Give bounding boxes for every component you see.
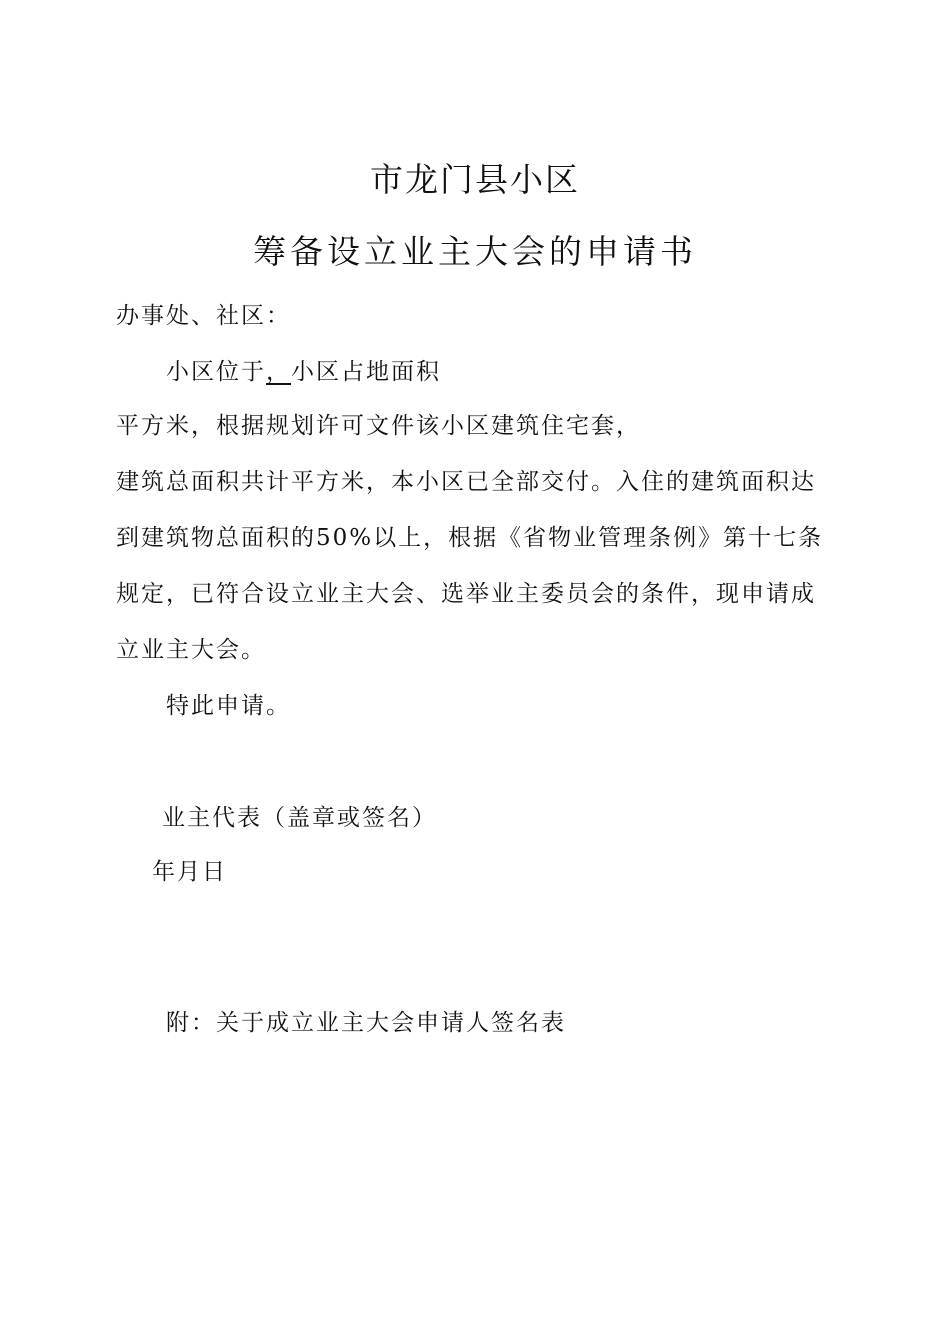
body-line-2: 平方米，根据规划许可文件该小区建筑住宅套， [116, 413, 641, 439]
body-line-1-after: 小区占地面积 [291, 359, 441, 385]
body-line-4: 到建筑物总面积的50%以上，根据《省物业管理条例》第十七条 [116, 525, 824, 551]
closing-statement: 特此申请。 [166, 693, 291, 719]
signer-label: 业主代表（盖章或签名） [162, 805, 437, 831]
attachment-note: 附：关于成立业主大会申请人签名表 [166, 1010, 566, 1036]
body-line-1 [166, 356, 441, 388]
body-line-6: 立业主大会。 [116, 637, 266, 663]
date-label: 年月日 [152, 859, 227, 885]
addressee: 办事处、社区： [116, 303, 291, 329]
body-line-3: 建筑总面积共计平方米，本小区已全部交付。入住的建筑面积达 [116, 469, 816, 495]
body-line-5: 规定，已符合设立业主大会、选举业主委员会的条件，现申请成 [116, 581, 816, 607]
document-title-line2: 筹备设立业主大会的申请书 [253, 232, 697, 271]
body-line-1-before: 小区位于 [166, 359, 266, 385]
document-title-line1: 市龙门县小区 [370, 160, 580, 199]
address-blank: ， [266, 359, 291, 385]
